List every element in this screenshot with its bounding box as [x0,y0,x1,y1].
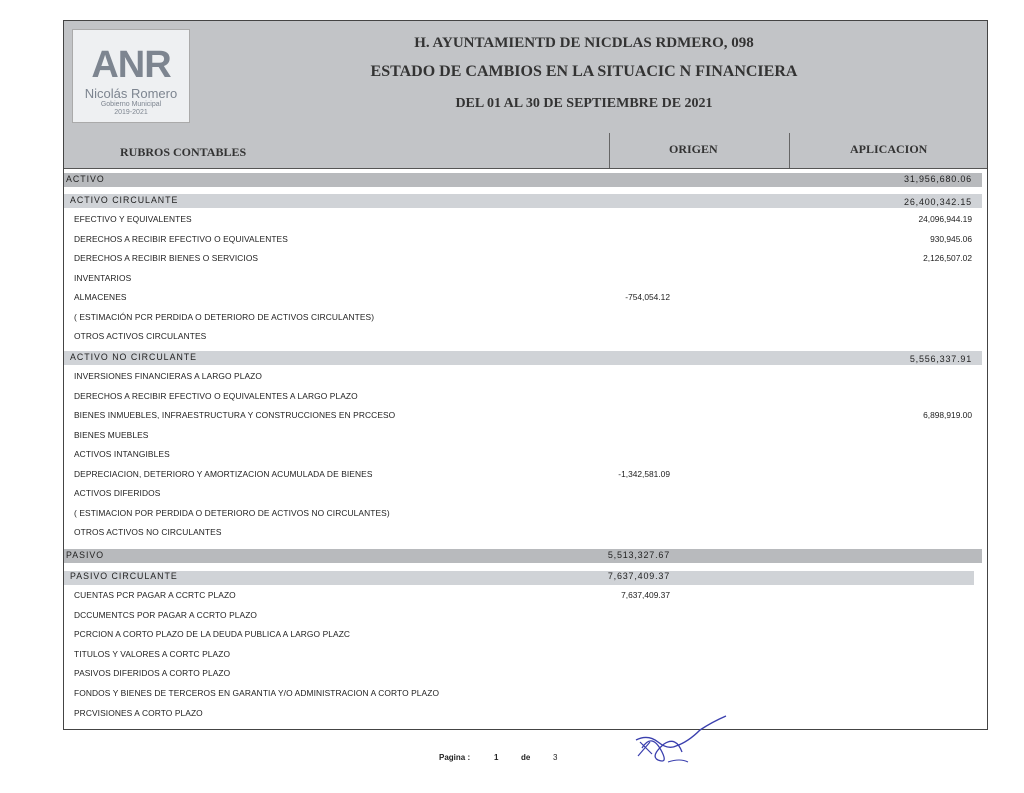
account-row-origen: 7,637,409.37 [621,590,670,600]
header-band [64,21,987,134]
account-row-origen: -754,054.12 [625,292,670,302]
account-row-label: OTROS ACTIVOS CIRCULANTES [74,331,207,341]
page-of-label: de [521,753,531,762]
report-period: DEL 01 AL 30 DE SEPTIEMBRE DE 2021 [455,96,713,111]
account-row-aplicacion: 930,945.06 [930,233,972,244]
account-row-label: OTROS ACTIVOS NO CIRCULANTES [74,527,222,537]
column-divider [609,133,610,168]
col-origen: ORIGEN [669,142,718,156]
section-bar-pasivo [64,549,982,563]
col-rubros: RUBROS CONTABLES [120,145,247,159]
section-activo-label: ACTIVO [66,174,105,184]
account-row-label: TITULOS Y VALORES A CORTC PLAZO [74,648,231,659]
subsection-activo-circulante-label: ACTIVO CIRCULANTE [70,195,179,205]
subsection-bar-pasivo-circulante [64,571,974,585]
account-row-label: PRCVISIONES A CORTO PLAZO [74,707,203,718]
page-label: Pagina : [439,753,471,762]
entity-title: H. AYUNTAMIENTD DE NICDLAS RDMERO, 098 [414,35,754,51]
account-row-label: DERECHOS A RECIBIR EFECTIVO O EQUIVALENTES A LARGO PLAZO [74,390,358,401]
account-row-label: PCRCION A CORTO PLAZO DE LA DEUDA PUBLICA A LARGO PLAZC [74,629,351,640]
logo-municipality: Nicolás Romero [84,86,178,101]
logo-government [73,101,189,117]
subsection-activo-no-circulante-aplicacion: 5,556,337.91 [909,354,972,364]
account-row-label: EFECTIVO Y EQUIVALENTES [74,214,192,224]
section-pasivo-origen: 5,513,327.67 [607,550,670,560]
logo-letters: ANR [91,44,171,86]
account-row-label: FONDOS Y BIENES DE TERCEROS EN GARANTIA Y/O ADMINISTRACION A CORTO PLAZO [74,688,440,698]
account-row-origen: -1,342,581.09 [618,468,670,479]
account-row-label: DCCUMENTCS POR PAGAR A CCRTO PLAZO [74,609,258,620]
account-row-label: BIENES MUEBLES [74,429,149,440]
column-divider [789,133,790,168]
subsection-activo-circulante-aplicacion: 26,400,342.15 [904,197,972,207]
column-header-row [64,133,987,169]
section-activo-aplicacion: 31,956,680.06 [904,174,972,184]
account-row-aplicacion: 24,096,944.19 [918,214,972,224]
logo-gov-line1: Gobierno Municipal [100,101,162,108]
subsection-pasivo-circulante-origen: 7,637,409.37 [607,571,670,581]
page-number: 1 [494,753,499,762]
account-row-label: PASIVOS DIFERIDOS A CORTO PLAZO [74,668,231,679]
account-row-label: BIENES INMUEBLES, INFRAESTRUCTURA Y CONSTRUCCIONES EN PRCCESO [74,410,396,420]
subsection-activo-no-circulante-label: ACTIVO NO CIRCULANTE [70,352,198,362]
subsection-pasivo-circulante-label: PASIVO CIRCULANTE [70,571,178,581]
account-row-label: DERECHOS A RECIBIR BIENES O SERVICIOS [74,253,259,263]
signature-image [628,712,738,772]
account-row-aplicacion: 6,898,919.00 [923,410,972,420]
municipal-logo [72,29,190,123]
account-row-label: CUENTAS PCR PAGAR A CCRTC PLAZO [74,590,236,600]
logo-gov-line2: 2019-2021 [114,109,148,116]
account-row-label: INVENTARIOS [74,272,132,283]
section-pasivo-label: PASIVO [66,550,105,560]
page-total: 3 [553,753,558,762]
account-row-label: ( ESTIMACION POR PERDIDA O DETERIORO DE ACTIVOS NO CIRCULANTES) [74,507,390,518]
account-row-aplicacion: 2,126,507.02 [923,253,972,263]
report-title: ESTADO DE CAMBIOS EN LA SITUACIC N FINANCIERA [370,63,798,80]
account-row-label: ( ESTIMACIÓN PCR PERDIDA O DETERIORO DE ACTIVOS CIRCULANTES) [74,311,375,322]
statement-page [63,20,988,730]
account-row-label: INVERSIONES FINANCIERAS A LARGO PLAZO [74,371,262,381]
account-row-label: ACTIVOS DIFERIDOS [74,488,161,498]
account-row-label: ALMACENES [74,292,127,302]
account-row-label: DERECHOS A RECIBIR EFECTIVO O EQUIVALENTES [74,233,288,244]
col-aplicacion: APLICACION [850,142,928,156]
account-row-label: ACTIVOS INTANGIBLES [74,449,170,459]
account-row-label: DEPRECIACION, DETERIORO Y AMORTIZACION ACUMULADA DE BIENES [74,468,373,479]
